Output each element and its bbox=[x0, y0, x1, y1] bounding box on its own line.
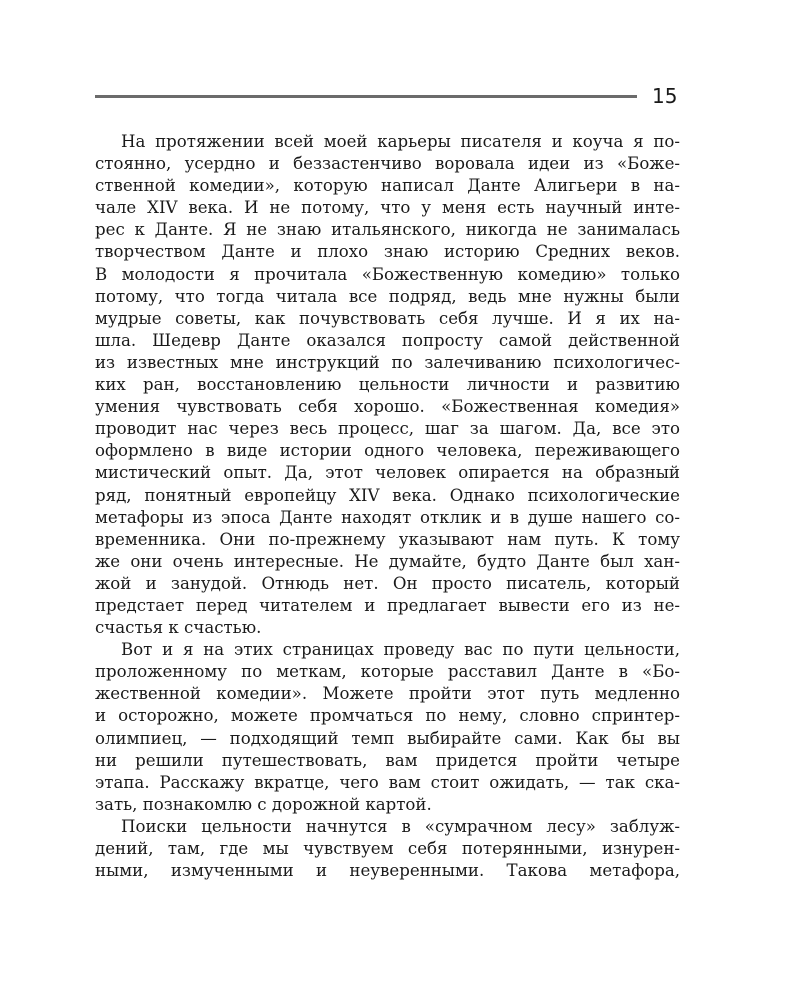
text-line: временника. Они по-прежнему указывают нам путь. К тому bbox=[95, 529, 680, 549]
text-line: олимпиец, — подходящий темп выбирайте сами. Как бы вы bbox=[95, 728, 680, 748]
text-line: же они очень интересные. Не думайте, будто Данте был хан- bbox=[95, 551, 680, 571]
text-line: проложенному по меткам, которые расставил Данте в «Бо- bbox=[95, 662, 680, 682]
text-line: метафоры из эпоса Данте находят отклик и в душе нашего со- bbox=[95, 507, 680, 527]
text-line: В молодости я прочитала «Божественную комедию» только bbox=[95, 264, 680, 284]
text-line: рес к Данте. Я не знаю итальянского, никогда не занималась bbox=[95, 220, 680, 240]
text-line: Поиски цельности начнутся в «сумрачном лесу» заблуж- bbox=[121, 816, 680, 836]
text-line: проводит нас через весь процесс, шаг за шагом. Да, все это bbox=[95, 419, 680, 439]
text-line: умения чувствовать себя хорошо. «Божественная комедия» bbox=[95, 397, 680, 417]
text-line: творчеством Данте и плохо знаю историю Средних веков. bbox=[95, 242, 680, 262]
text-line: ственной комедии», которую написал Данте Алигьери в на- bbox=[95, 176, 680, 196]
paragraph-1 bbox=[95, 131, 680, 639]
text-line: предстает перед читателем и предлагает вывести его из не- bbox=[95, 595, 680, 615]
text-line: и осторожно, можете промчаться по нему, словно спринтер- bbox=[95, 706, 680, 726]
text-line: дений, там, где мы чувствуем себя потерянными, изнурен- bbox=[95, 839, 680, 858]
text-line: мистический опыт. Да, этот человек опирается на образный bbox=[95, 463, 680, 483]
paragraph-3 bbox=[95, 816, 680, 882]
text-line: жественной комедии». Можете пройти этот путь медленно bbox=[95, 684, 680, 704]
text-line: счастья к счастью. bbox=[95, 618, 262, 638]
paragraph-2 bbox=[95, 639, 680, 816]
body-text bbox=[95, 131, 680, 882]
text-line: ряд, понятный европейцу XIV века. Однако психологические bbox=[95, 485, 680, 505]
text-line: потому, что тогда читала все подряд, ведь мне нужны были bbox=[95, 286, 680, 306]
text-line: из известных мне инструкций по залечиванию психологичес- bbox=[95, 352, 680, 372]
text-line: стоянно, усердно и беззастенчиво воровала идеи из «Боже- bbox=[95, 154, 680, 174]
text-line: зать, познакомлю с дорожной картой. bbox=[95, 794, 432, 814]
text-line: Вот и я на этих страницах проведу вас по пути цельности, bbox=[121, 640, 680, 660]
text-line: шла. Шедевр Данте оказался попросту самой действенной bbox=[95, 330, 680, 350]
text-line: жой и занудой. Отнюдь нет. Он просто писатель, который bbox=[95, 573, 680, 593]
header-rule bbox=[95, 95, 637, 98]
text-line: чале XIV века. И не потому, что у меня есть научный инте- bbox=[95, 198, 680, 218]
text-line: этапа. Расскажу вкратце, чего вам стоит ожидать, — так ска- bbox=[95, 772, 680, 792]
text-line: мудрые советы, как почувствовать себя лучше. И я их на- bbox=[95, 308, 680, 328]
text-line: ни решили путешествовать, вам придется пройти четыре bbox=[95, 750, 680, 770]
text-line: На протяжении всей моей карьеры писателя и коуча я по- bbox=[121, 132, 680, 151]
page-number: 15 bbox=[652, 84, 678, 108]
text-line: ких ран, восстановлению цельности личности и развитию bbox=[95, 375, 680, 395]
text-line: оформлено в виде истории одного человека, переживающего bbox=[95, 441, 680, 461]
text-line: ными, измученными и неуверенными. Такова метафора, bbox=[95, 861, 680, 881]
